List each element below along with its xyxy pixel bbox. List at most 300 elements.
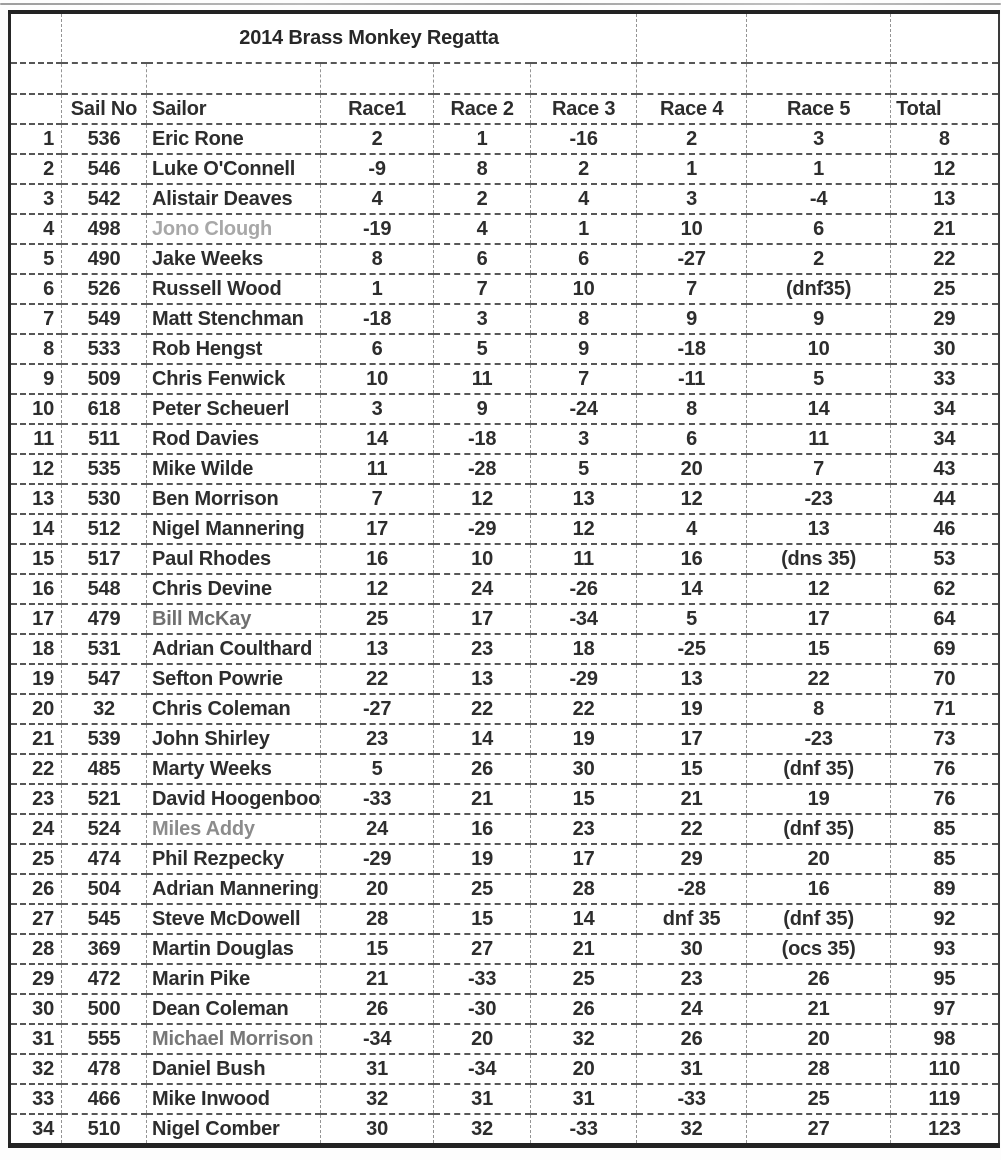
race2-cell: 21 (434, 784, 531, 814)
race1-cell: 11 (321, 454, 434, 484)
table-row (10, 214, 999, 244)
race1-cell: -34 (321, 1024, 434, 1054)
sail-no-cell: 369 (62, 934, 147, 964)
sail-no-cell: 490 (62, 244, 147, 274)
race2-cell: 32 (434, 1114, 531, 1146)
race1-cell: 26 (321, 994, 434, 1024)
rank-cell: 12 (10, 454, 62, 484)
race2-cell: -30 (434, 994, 531, 1024)
total-cell: 92 (891, 904, 999, 934)
page-title: 2014 Brass Monkey Regatta (62, 12, 637, 63)
sail-no-cell: 510 (62, 1114, 147, 1146)
total-cell: 70 (891, 664, 999, 694)
rank-cell: 24 (10, 814, 62, 844)
race2-cell: 15 (434, 904, 531, 934)
rank-cell: 25 (10, 844, 62, 874)
race1-cell: 24 (321, 814, 434, 844)
race3-cell: 25 (531, 964, 637, 994)
race2-cell: 1 (434, 124, 531, 154)
spacer-cell (531, 63, 637, 94)
table-row (10, 1084, 999, 1114)
total-cell: 13 (891, 184, 999, 214)
race4-cell: 9 (637, 304, 747, 334)
header-rank (10, 94, 62, 124)
race2-cell: 11 (434, 364, 531, 394)
header-total: Total (891, 94, 999, 124)
race2-cell: 14 (434, 724, 531, 754)
rank-cell: 20 (10, 694, 62, 724)
race2-cell: 13 (434, 664, 531, 694)
race3-cell: 9 (531, 334, 637, 364)
race5-cell: (dnf 35) (747, 814, 891, 844)
header-sailor: Sailor (147, 94, 321, 124)
race4-cell: 16 (637, 544, 747, 574)
table-row (10, 574, 999, 604)
rank-cell: 16 (10, 574, 62, 604)
race2-cell: 26 (434, 754, 531, 784)
total-cell: 85 (891, 844, 999, 874)
race5-cell: 10 (747, 334, 891, 364)
race1-cell: 22 (321, 664, 434, 694)
sailor-cell: Chris Fenwick (147, 364, 321, 394)
race5-cell: (ocs 35) (747, 934, 891, 964)
total-cell: 8 (891, 124, 999, 154)
race3-cell: 17 (531, 844, 637, 874)
table-row (10, 784, 999, 814)
spacer-cell (147, 63, 321, 94)
race3-cell: 32 (531, 1024, 637, 1054)
table-row (10, 544, 999, 574)
results-body (10, 124, 999, 1146)
race5-cell: 3 (747, 124, 891, 154)
race5-cell: 17 (747, 604, 891, 634)
sail-no-cell: 546 (62, 154, 147, 184)
race5-cell: 20 (747, 844, 891, 874)
table-row (10, 874, 999, 904)
race4-cell: 14 (637, 574, 747, 604)
header-race2: Race 2 (434, 94, 531, 124)
race3-cell: 4 (531, 184, 637, 214)
race1-cell: 10 (321, 364, 434, 394)
race4-cell: 19 (637, 694, 747, 724)
race4-cell: 22 (637, 814, 747, 844)
header-row (10, 94, 999, 124)
race4-cell: -28 (637, 874, 747, 904)
race3-cell: 31 (531, 1084, 637, 1114)
race5-cell: 5 (747, 364, 891, 394)
sailor-cell: Jono Clough (147, 214, 321, 244)
race1-cell: -18 (321, 304, 434, 334)
header-sail-no: Sail No (62, 94, 147, 124)
race3-cell: 20 (531, 1054, 637, 1084)
race5-cell: 15 (747, 634, 891, 664)
rank-cell: 31 (10, 1024, 62, 1054)
race5-cell: -4 (747, 184, 891, 214)
race2-cell: 5 (434, 334, 531, 364)
rank-cell: 15 (10, 544, 62, 574)
sailor-cell: Ben Morrison (147, 484, 321, 514)
race5-cell: 22 (747, 664, 891, 694)
total-cell: 73 (891, 724, 999, 754)
race3-cell: 13 (531, 484, 637, 514)
race5-cell: -23 (747, 724, 891, 754)
race3-cell: 26 (531, 994, 637, 1024)
total-cell: 71 (891, 694, 999, 724)
race1-cell: 25 (321, 604, 434, 634)
race3-cell: 5 (531, 454, 637, 484)
rank-cell: 28 (10, 934, 62, 964)
table-row (10, 634, 999, 664)
sail-no-cell: 536 (62, 124, 147, 154)
rank-cell: 22 (10, 754, 62, 784)
total-cell: 85 (891, 814, 999, 844)
sailor-cell: Matt Stenchman (147, 304, 321, 334)
sailor-cell: Nigel Comber (147, 1114, 321, 1146)
sailor-cell: David Hoogenboo (147, 784, 321, 814)
race2-cell: 31 (434, 1084, 531, 1114)
race4-cell: 2 (637, 124, 747, 154)
table-row (10, 814, 999, 844)
race5-cell: 16 (747, 874, 891, 904)
race1-cell: 31 (321, 1054, 434, 1084)
race3-cell: 28 (531, 874, 637, 904)
total-cell: 123 (891, 1114, 999, 1146)
race5-cell: 11 (747, 424, 891, 454)
race5-cell: -23 (747, 484, 891, 514)
race5-cell: 8 (747, 694, 891, 724)
race5-cell: 6 (747, 214, 891, 244)
sailor-cell: John Shirley (147, 724, 321, 754)
race4-cell: 26 (637, 1024, 747, 1054)
race3-cell: 3 (531, 424, 637, 454)
race2-cell: 2 (434, 184, 531, 214)
race4-cell: 15 (637, 754, 747, 784)
rank-cell: 29 (10, 964, 62, 994)
race1-cell: -9 (321, 154, 434, 184)
race2-cell: -33 (434, 964, 531, 994)
race4-cell: 13 (637, 664, 747, 694)
race3-cell: 18 (531, 634, 637, 664)
sailor-cell: Chris Devine (147, 574, 321, 604)
race1-cell: -33 (321, 784, 434, 814)
sailor-cell: Rod Davies (147, 424, 321, 454)
race1-cell: 2 (321, 124, 434, 154)
race3-cell: 15 (531, 784, 637, 814)
race5-cell: 7 (747, 454, 891, 484)
race3-cell: -16 (531, 124, 637, 154)
sail-no-cell: 485 (62, 754, 147, 784)
race1-cell: 5 (321, 754, 434, 784)
race2-cell: -28 (434, 454, 531, 484)
sail-no-cell: 542 (62, 184, 147, 214)
spacer-cell (10, 63, 62, 94)
sail-no-cell: 531 (62, 634, 147, 664)
race2-cell: 4 (434, 214, 531, 244)
race2-cell: 12 (434, 484, 531, 514)
rank-cell: 19 (10, 664, 62, 694)
race3-cell: 10 (531, 274, 637, 304)
rank-cell: 17 (10, 604, 62, 634)
race5-cell: 2 (747, 244, 891, 274)
total-cell: 33 (891, 364, 999, 394)
race4-cell: 6 (637, 424, 747, 454)
table-row (10, 244, 999, 274)
rank-cell: 8 (10, 334, 62, 364)
race1-cell: 14 (321, 424, 434, 454)
race1-cell: 21 (321, 964, 434, 994)
sailor-cell: Sefton Powrie (147, 664, 321, 694)
sailor-cell: Phil Rezpecky (147, 844, 321, 874)
sailor-cell: Alistair Deaves (147, 184, 321, 214)
total-cell: 43 (891, 454, 999, 484)
sail-no-cell: 478 (62, 1054, 147, 1084)
title-row (10, 12, 999, 63)
race1-cell: 12 (321, 574, 434, 604)
sail-no-cell: 509 (62, 364, 147, 394)
sailor-cell: Paul Rhodes (147, 544, 321, 574)
sail-no-cell: 539 (62, 724, 147, 754)
race4-cell: 12 (637, 484, 747, 514)
race2-cell: 25 (434, 874, 531, 904)
race2-cell: 7 (434, 274, 531, 304)
race1-cell: 30 (321, 1114, 434, 1146)
title-row-empty-cell (747, 12, 891, 63)
table-row (10, 934, 999, 964)
rank-cell: 5 (10, 244, 62, 274)
sailor-cell: Russell Wood (147, 274, 321, 304)
race4-cell: 5 (637, 604, 747, 634)
rank-cell: 33 (10, 1084, 62, 1114)
sailor-cell: Adrian Mannering (147, 874, 321, 904)
race4-cell: 32 (637, 1114, 747, 1146)
race2-cell: 9 (434, 394, 531, 424)
total-cell: 21 (891, 214, 999, 244)
race4-cell: 17 (637, 724, 747, 754)
table-head (10, 12, 999, 124)
race5-cell: (dnf 35) (747, 904, 891, 934)
sailor-cell: Bill McKay (147, 604, 321, 634)
total-cell: 53 (891, 544, 999, 574)
race5-cell: 20 (747, 1024, 891, 1054)
table-row (10, 454, 999, 484)
sail-no-cell: 535 (62, 454, 147, 484)
rank-cell: 27 (10, 904, 62, 934)
spacer-cell (62, 63, 147, 94)
race3-cell: 7 (531, 364, 637, 394)
race4-cell: 3 (637, 184, 747, 214)
race4-cell: -33 (637, 1084, 747, 1114)
race2-cell: 27 (434, 934, 531, 964)
sail-no-cell: 466 (62, 1084, 147, 1114)
rank-cell: 1 (10, 124, 62, 154)
race5-cell: 26 (747, 964, 891, 994)
race2-cell: -18 (434, 424, 531, 454)
race5-cell: 25 (747, 1084, 891, 1114)
total-cell: 46 (891, 514, 999, 544)
table-row (10, 124, 999, 154)
spacer-row (10, 63, 999, 94)
regatta-results-table (8, 10, 1000, 1148)
header-race3: Race 3 (531, 94, 637, 124)
sailor-cell: Eric Rone (147, 124, 321, 154)
race4-cell: 30 (637, 934, 747, 964)
sail-no-cell: 549 (62, 304, 147, 334)
table-row (10, 394, 999, 424)
race1-cell: 17 (321, 514, 434, 544)
header-race5: Race 5 (747, 94, 891, 124)
spacer-cell (434, 63, 531, 94)
table-row (10, 184, 999, 214)
race2-cell: -29 (434, 514, 531, 544)
table-row (10, 154, 999, 184)
race1-cell: -29 (321, 844, 434, 874)
race3-cell: 6 (531, 244, 637, 274)
sailor-cell: Jake Weeks (147, 244, 321, 274)
race3-cell: 12 (531, 514, 637, 544)
sailor-cell: Daniel Bush (147, 1054, 321, 1084)
sail-no-cell: 618 (62, 394, 147, 424)
total-cell: 76 (891, 784, 999, 814)
race4-cell: -27 (637, 244, 747, 274)
race4-cell: -11 (637, 364, 747, 394)
sail-no-cell: 498 (62, 214, 147, 244)
race4-cell: 8 (637, 394, 747, 424)
race5-cell: 14 (747, 394, 891, 424)
total-cell: 76 (891, 754, 999, 784)
race3-cell: 22 (531, 694, 637, 724)
race4-cell: 31 (637, 1054, 747, 1084)
total-cell: 29 (891, 304, 999, 334)
total-cell: 30 (891, 334, 999, 364)
sailor-cell: Luke O'Connell (147, 154, 321, 184)
total-cell: 69 (891, 634, 999, 664)
sail-no-cell: 524 (62, 814, 147, 844)
spacer-cell (637, 63, 747, 94)
sail-no-cell: 547 (62, 664, 147, 694)
table-row (10, 604, 999, 634)
race4-cell: -25 (637, 634, 747, 664)
table-row (10, 334, 999, 364)
rank-cell: 10 (10, 394, 62, 424)
rank-cell: 4 (10, 214, 62, 244)
total-cell: 98 (891, 1024, 999, 1054)
race1-cell: 15 (321, 934, 434, 964)
total-cell: 97 (891, 994, 999, 1024)
header-race1: Race1 (321, 94, 434, 124)
race4-cell: 4 (637, 514, 747, 544)
sail-no-cell: 555 (62, 1024, 147, 1054)
race4-cell: 10 (637, 214, 747, 244)
race3-cell: 21 (531, 934, 637, 964)
race1-cell: 8 (321, 244, 434, 274)
race1-cell: 1 (321, 274, 434, 304)
sail-no-cell: 474 (62, 844, 147, 874)
title-row-spacer (10, 12, 62, 63)
sail-no-cell: 512 (62, 514, 147, 544)
sailor-cell: Chris Coleman (147, 694, 321, 724)
race5-cell: (dnf 35) (747, 754, 891, 784)
rank-cell: 23 (10, 784, 62, 814)
race2-cell: 16 (434, 814, 531, 844)
rank-cell: 32 (10, 1054, 62, 1084)
race3-cell: 8 (531, 304, 637, 334)
sail-no-cell: 479 (62, 604, 147, 634)
sailor-cell: Michael Morrison (147, 1024, 321, 1054)
race3-cell: -33 (531, 1114, 637, 1146)
race1-cell: 4 (321, 184, 434, 214)
total-cell: 119 (891, 1084, 999, 1114)
race1-cell: 13 (321, 634, 434, 664)
total-cell: 22 (891, 244, 999, 274)
rank-cell: 7 (10, 304, 62, 334)
race2-cell: 3 (434, 304, 531, 334)
race4-cell: 21 (637, 784, 747, 814)
sailor-cell: Mike Inwood (147, 1084, 321, 1114)
table-row (10, 754, 999, 784)
total-cell: 95 (891, 964, 999, 994)
total-cell: 25 (891, 274, 999, 304)
rank-cell: 26 (10, 874, 62, 904)
race1-cell: 6 (321, 334, 434, 364)
race3-cell: 14 (531, 904, 637, 934)
race3-cell: 11 (531, 544, 637, 574)
race2-cell: 23 (434, 634, 531, 664)
race3-cell: -29 (531, 664, 637, 694)
race5-cell: (dnf35) (747, 274, 891, 304)
table-row (10, 274, 999, 304)
title-row-empty-cell (637, 12, 747, 63)
sail-no-cell: 548 (62, 574, 147, 604)
table-row (10, 1114, 999, 1146)
sailor-cell: Marin Pike (147, 964, 321, 994)
table-row (10, 424, 999, 454)
sail-no-cell: 533 (62, 334, 147, 364)
table-row (10, 1024, 999, 1054)
race3-cell: -26 (531, 574, 637, 604)
sailor-cell: Nigel Mannering (147, 514, 321, 544)
sail-no-cell: 526 (62, 274, 147, 304)
total-cell: 44 (891, 484, 999, 514)
race5-cell: 12 (747, 574, 891, 604)
race1-cell: 20 (321, 874, 434, 904)
race1-cell: 7 (321, 484, 434, 514)
race1-cell: -19 (321, 214, 434, 244)
spacer-cell (891, 63, 999, 94)
race5-cell: 1 (747, 154, 891, 184)
race3-cell: -34 (531, 604, 637, 634)
race4-cell: 29 (637, 844, 747, 874)
scan-artifact-line (0, 3, 1001, 5)
race2-cell: -34 (434, 1054, 531, 1084)
table-row (10, 664, 999, 694)
race2-cell: 10 (434, 544, 531, 574)
total-cell: 12 (891, 154, 999, 184)
race2-cell: 8 (434, 154, 531, 184)
sail-no-cell: 472 (62, 964, 147, 994)
race4-cell: 7 (637, 274, 747, 304)
race5-cell: 27 (747, 1114, 891, 1146)
sail-no-cell: 530 (62, 484, 147, 514)
race2-cell: 24 (434, 574, 531, 604)
race2-cell: 19 (434, 844, 531, 874)
race4-cell: dnf 35 (637, 904, 747, 934)
total-cell: 34 (891, 394, 999, 424)
sail-no-cell: 517 (62, 544, 147, 574)
total-cell: 34 (891, 424, 999, 454)
rank-cell: 14 (10, 514, 62, 544)
race5-cell: 28 (747, 1054, 891, 1084)
total-cell: 93 (891, 934, 999, 964)
